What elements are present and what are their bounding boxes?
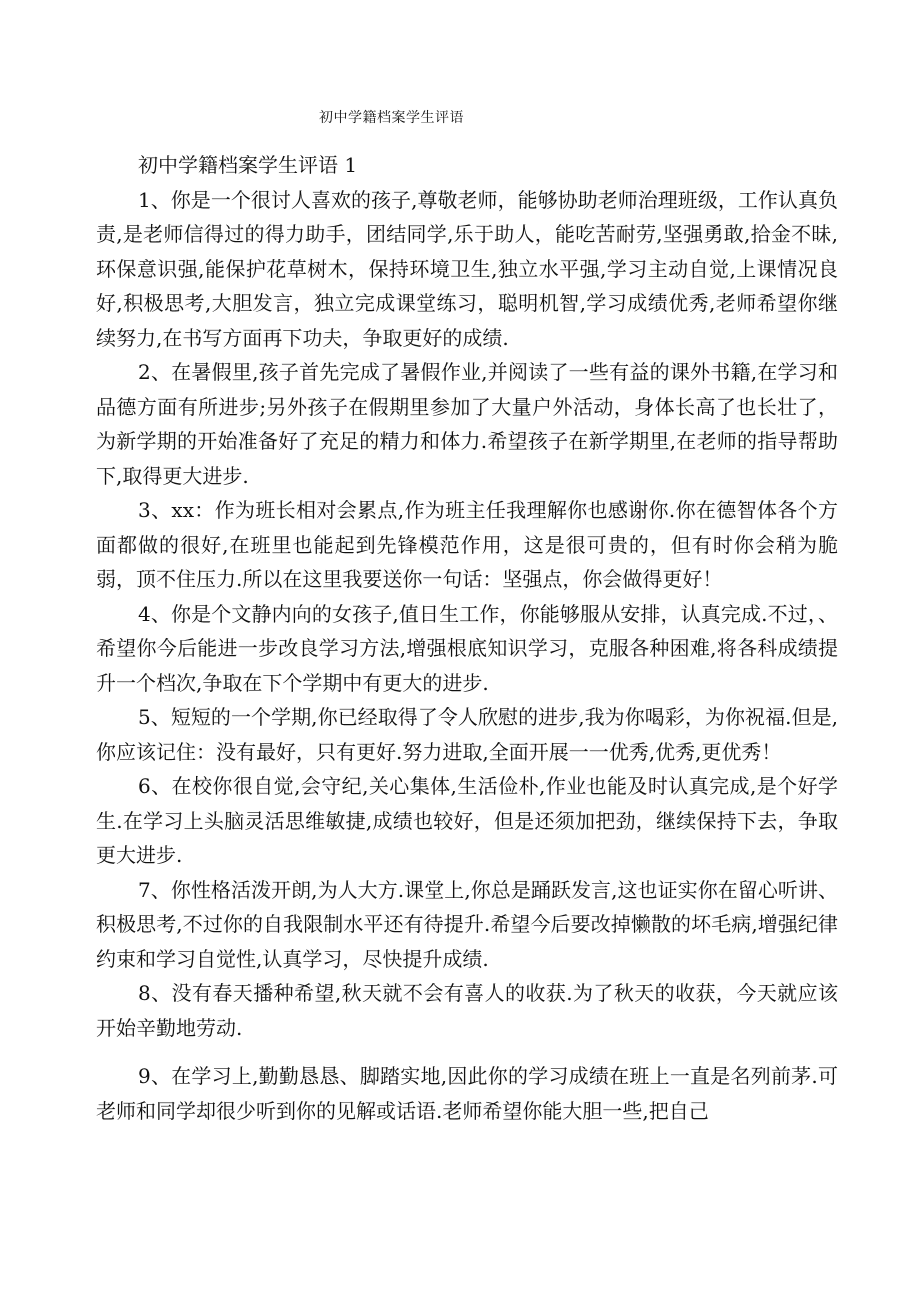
comment-paragraph-7: 7、你性格活泼开朗,为人大方.课堂上,你总是踊跃发言,这也证实你在留心听讲、积极思考,不过你的自我限制水平还有待提升.希望今后要改掉懒散的坏毛病,增强纪律约束和学习自觉性,认真学习，尽快提升成绩. xyxy=(96,877,838,971)
comment-paragraph-1: 1、你是一个很讨人喜欢的孩子,尊敬老师，能够协助老师治理班级，工作认真负责,是老师信得过的得力助手，团结同学,乐于助人，能吃苦耐劳,坚强勇敢,拾金不昧,环保意识强,能保护花草树木，保持环境卫生,独立水平强,学习主动自觉,上课情况良好,积极思考,大胆发言，独立完成课堂练习，聪明机智,学习成绩优秀,老师希望你继续努力,在书写方面再下功夫，争取更好的成绩. xyxy=(96,187,838,350)
comment-paragraph-5: 5、短短的一个学期,你已经取得了令人欣慰的进步,我为你喝彩，为你祝福.但是,你应该记住：没有最好，只有更好.努力进取,全面开展一一优秀,优秀,更优秀！ xyxy=(96,705,838,764)
document-header-title: 初中学籍档案学生评语 xyxy=(319,110,464,126)
section-title: 初中学籍档案学生评语 1 xyxy=(138,153,358,177)
comment-paragraph-2: 2、在暑假里,孩子首先完成了暑假作业,并阅读了一些有益的课外书籍,在学习和品德方面有所进步;另外孩子在假期里参加了大量户外活动，身体长高了也长壮了，为新学期的开始准备好了充足的精力和体力.希望孩子在新学期里,在老师的指导帮助下,取得更大进步. xyxy=(96,360,838,488)
comment-paragraph-9: 9、在学习上,勤勤恳恳、脚踏实地,因此你的学习成绩在班上一直是名列前茅.可老师和同学却很少听到你的见解或话语.老师希望你能大胆一些,把自己 xyxy=(96,1064,838,1123)
comment-paragraph-4: 4、你是个文静内向的女孩子,值日生工作，你能够服从安排，认真完成.不过，、希望你今后能进一步改良学习方法,增强根底知识学习，克服各种困难,将各科成绩提升一个档次,争取在下个学期中有更大的进步. xyxy=(96,601,838,695)
comment-paragraph-6: 6、在校你很自觉,会守纪,关心集体,生活俭朴,作业也能及时认真完成,是个好学生.在学习上头脑灵活思维敏捷,成绩也较好，但是还须加把劲，继续保持下去，争取更大进步. xyxy=(96,774,838,867)
document-body xyxy=(96,148,838,1128)
comment-paragraph-8: 8、没有春天播种希望,秋天就不会有喜人的收获.为了秋天的收获，今天就应该开始辛勤地劳动. xyxy=(96,981,838,1040)
comment-paragraph-3: 3、xx：作为班长相对会累点,作为班主任我理解你也感谢你.你在德智体各个方面都做的很好,在班里也能起到先锋模范作用，这是很可贵的，但有时你会稍为脆弱，顶不住压力.所以在这里我要送你一句话：坚强点，你会做得更好！ xyxy=(96,498,838,591)
